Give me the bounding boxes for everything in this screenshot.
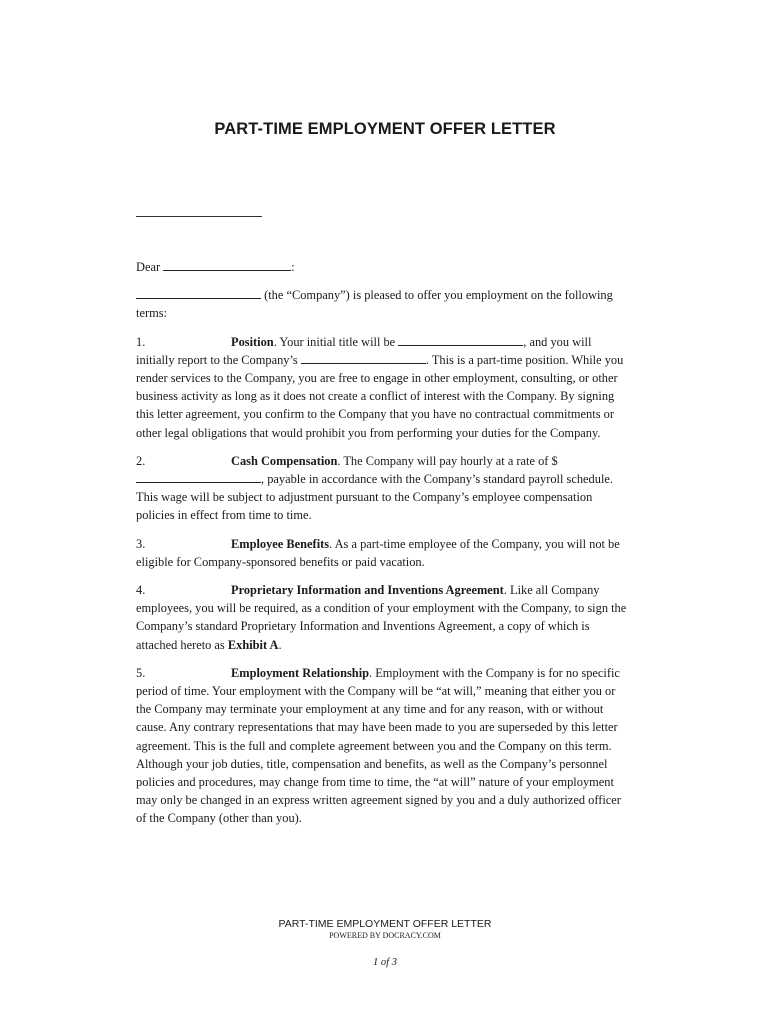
hourly-rate-blank[interactable] [136, 471, 261, 483]
section-heading: Proprietary Information and Inventions Agreement [231, 583, 504, 598]
footer-title: PART-TIME EMPLOYMENT OFFER LETTER [278, 918, 492, 930]
title-blank[interactable] [398, 334, 523, 346]
section-proprietary-information [136, 581, 628, 654]
recipient-name-blank[interactable] [136, 216, 262, 217]
salutation [136, 258, 628, 276]
section-number: 2. [136, 453, 146, 468]
section-heading: Employee Benefits [231, 536, 330, 551]
section-text: . Like all Company employees, you will be required, as a condition of your employment with the Company, to sign the Company’s standard Proprietary Information and Inventions Agreement, a copy of which is attached hereto as [136, 583, 627, 652]
section-position [136, 333, 628, 442]
section-number: 3. [136, 536, 146, 551]
section-text: , payable in accordance with the Company’s standard payroll schedule. This wage will be subject to adjustment pursuant to the Company’s employee compensation policies in effect from time to time. [136, 472, 613, 523]
section-text: . As a part-time employee of the Company, you will not be eligible for Company-sponsored benefits or paid vacation. [136, 536, 620, 569]
manager-blank[interactable] [301, 352, 426, 364]
exhibit-reference: Exhibit A [227, 637, 279, 652]
salutation-prefix: Dear [136, 260, 161, 274]
intro-text: (the “Company”) is pleased to offer you employment on the following terms: [136, 288, 613, 321]
section-text: . Employment with the Company is for no specific period of time. Your employment with the Company will be “at will,” meaning that either you or the Company may terminate your employment at any time and for any reason, with or without cause. Any contrary representations that may have been made to you are superseded by this letter agreement. This is the full and complete agreement between you and the Company on this term. Although your job duties, title, compensation and benefits, as well as the Company’s personnel policies and procedures, may change from time to time, the “at will” nature of your employment may only be changed in an express written agreement signed by you and a duly authorized officer of the Company (other than you). [136, 665, 621, 826]
section-number: 5. [136, 665, 146, 680]
document-title: PART-TIME EMPLOYMENT OFFER LETTER [214, 120, 556, 138]
section-text: , and you will initially report to the Company’s [136, 334, 592, 367]
section-cash-compensation [136, 452, 628, 525]
section-number: 4. [136, 583, 146, 598]
section-text: . Your initial title will be [273, 334, 396, 349]
footer-powered-by: POWERED BY DOCRACY.COM [329, 931, 441, 940]
section-heading: Employment Relationship [231, 665, 370, 680]
section-employment-relationship [136, 664, 628, 828]
section-text: . This is a part-time position. While you render services to the Company, you are free to engage in other employment, consulting, or other business activity as long as it does not create a conflict of interest with the Company. By signing this letter agreement, you confirm to the Company that you have no contractual commitments or other legal obligations that would prohibit you from performing your duties for the Company. [136, 352, 624, 440]
salutation-name-blank[interactable] [163, 259, 291, 271]
section-employee-benefits [136, 535, 628, 571]
section-text: . [278, 637, 282, 652]
page-footer [0, 918, 770, 940]
page-number: 1 of 3 [373, 957, 397, 968]
intro-paragraph [136, 286, 628, 322]
section-text: . The Company will pay hourly at a rate of $ [337, 453, 558, 468]
section-heading: Cash Compensation [231, 453, 338, 468]
section-heading: Position [231, 334, 274, 349]
company-name-blank[interactable] [136, 287, 261, 299]
letter-body [136, 258, 628, 828]
salutation-suffix: : [291, 260, 295, 274]
section-number: 1. [136, 334, 146, 349]
